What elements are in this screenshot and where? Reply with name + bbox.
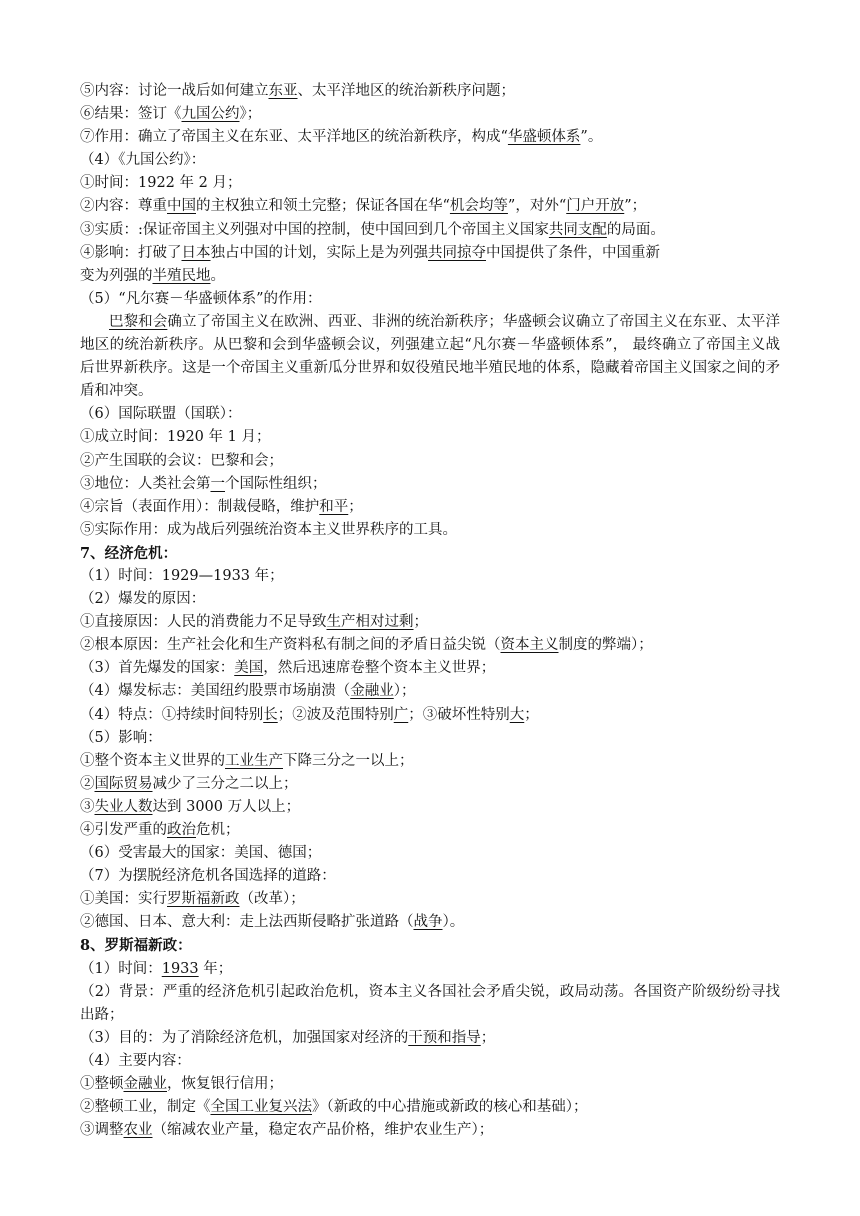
text-segment: ；: [413, 614, 428, 631]
text-segment: （7）为摆脱经济危机各国选择的道路：: [80, 868, 336, 885]
paragraph: [80, 981, 780, 1027]
text-line: [80, 888, 780, 911]
text-line: [80, 750, 780, 773]
text-line: [80, 195, 780, 218]
underlined-term: 半殖民地: [152, 267, 211, 284]
text-line: [80, 704, 780, 727]
text-segment: ”，对外“: [507, 198, 567, 215]
text-segment: ③调整: [80, 1122, 124, 1139]
text-line: [80, 149, 780, 172]
text-line: [80, 1096, 780, 1119]
underlined-term: 广: [393, 706, 409, 723]
text-line: [80, 126, 780, 149]
underlined-term: 战争: [413, 914, 443, 931]
text-line: [80, 1119, 780, 1142]
text-segment: ②整顿工业，制定《: [80, 1099, 211, 1116]
text-line: [80, 911, 780, 934]
underlined-term: 一: [210, 475, 225, 492]
underlined-term: 资本主义: [500, 637, 559, 654]
underlined-term: 东亚: [268, 83, 298, 99]
text-line: [80, 588, 780, 611]
text-segment: 独占中国的计划，实际上是为列强: [210, 244, 428, 261]
text-segment: ①整个资本主义世界的: [80, 752, 225, 769]
text-line: [80, 403, 780, 426]
text-segment: ②德国、日本、意大利：走上法西斯侵略扩张道路（: [80, 914, 414, 931]
text-segment: （缩减农业产量，稳定农产品价格，维护农业生产）；: [152, 1122, 494, 1139]
text-segment: 8、罗斯福新政：: [80, 937, 192, 955]
text-segment: 的主权独立和领土完整；保证各国在华“: [196, 198, 450, 215]
text-segment: ；: [348, 498, 363, 515]
text-segment: （6）国际联盟（国联）：: [80, 406, 242, 423]
text-line: [80, 657, 780, 680]
text-line: [80, 426, 780, 449]
text-line: [80, 450, 780, 473]
text-segment: （4）爆发标志：美国纽约股票市场崩溃（: [80, 683, 351, 700]
text-segment: ⑦作用：确立了帝国主义在东亚、太平洋地区的统治新秩序，构成“: [80, 129, 508, 146]
underlined-term: 失业人数: [94, 798, 153, 815]
text-segment: ”；: [624, 198, 647, 215]
text-segment: 的局面。: [606, 221, 665, 238]
underlined-term: 工业生产: [225, 752, 283, 769]
text-line: [80, 727, 780, 750]
underlined-term: 干预和指导: [408, 1029, 481, 1046]
text-segment: （2）背景：严重的经济危机引起政治危机，资本主义各国社会矛盾尖锐，政局动荡。各国资产阶级纷纷寻找出路；: [80, 983, 780, 1023]
underlined-term: 九国公约: [181, 106, 240, 123]
section-heading: [80, 542, 780, 565]
underlined-term: 共同支配: [548, 221, 607, 238]
text-segment: 中国提供了条件，中国重新: [486, 244, 660, 261]
underlined-term: 农业: [123, 1122, 153, 1139]
text-segment: （1）时间：: [80, 960, 162, 977]
text-segment: 危机；: [196, 822, 240, 838]
text-segment: ③地位：人类社会第: [80, 475, 211, 492]
text-segment: ）；: [393, 683, 416, 700]
underlined-term: 罗斯福新政: [167, 891, 240, 908]
text-segment: ）。: [442, 914, 465, 931]
text-line: [80, 565, 780, 588]
text-segment: （5）影响：: [80, 729, 162, 746]
underlined-term: 长: [263, 706, 278, 723]
text-segment: ⑤实际作用：成为战后列强统治资本主义世界秩序的工具。: [80, 521, 457, 538]
text-segment: ，然后迅速席卷整个资本主义世界；: [263, 660, 496, 677]
text-segment: ；③破坏性特别: [408, 706, 510, 723]
text-segment: 7、经济危机：: [80, 544, 178, 562]
underlined-term: 1933: [161, 960, 199, 977]
text-segment: 》（新政的中心措施或新政的核心和基础）；: [312, 1099, 588, 1116]
text-segment: 。: [210, 267, 225, 284]
text-segment: ④引发严重的: [80, 822, 167, 838]
text-segment: ⑤内容：讨论一战后如何建立: [80, 83, 269, 99]
underlined-term: 政治: [167, 822, 196, 838]
text-segment: 减少了三分之二以上；: [152, 775, 298, 792]
text-segment: ①成立时间：1920 年 1 月；: [80, 429, 271, 446]
text-segment: ①整顿: [80, 1076, 124, 1093]
text-segment: （改革）；: [239, 891, 305, 908]
text-segment: ②根本原因：生产社会化和生产资料私有制之间的矛盾日益尖锐（: [80, 637, 501, 654]
text-segment: （4）主要内容：: [80, 1052, 191, 1069]
text-segment: ①直接原因：人民的消费能力不足导致: [80, 614, 327, 631]
text-segment: 年；: [198, 960, 233, 977]
underlined-term: 巴黎和会: [109, 313, 168, 330]
text-line: [80, 1050, 780, 1073]
text-segment: 变为列强的: [80, 267, 153, 284]
underlined-term: 金融业: [123, 1076, 167, 1093]
text-segment: ①时间：1922 年 2 月；: [80, 175, 242, 192]
text-line: [80, 958, 780, 981]
text-line: [80, 1073, 780, 1096]
text-segment: 》；: [239, 106, 262, 123]
text-line: [80, 842, 780, 865]
text-segment: （6）受害最大的国家：美国、德国；: [80, 845, 322, 862]
text-segment: （3）首先爆发的国家：: [80, 660, 235, 677]
text-segment: ②产生国联的会议：巴黎和会；: [80, 452, 283, 469]
text-segment: ④影响：打破了: [80, 244, 182, 261]
text-segment: 达到 3000 万人以上；: [152, 798, 301, 815]
text-segment: 、太平洋地区的统治新秩序问题；: [297, 83, 515, 99]
text-segment: （4）特点：①持续时间特别: [80, 706, 264, 723]
text-line: [80, 819, 780, 842]
text-line: [80, 796, 780, 819]
text-line: [80, 865, 780, 888]
text-line: [80, 242, 780, 265]
underlined-term: 机会均等: [449, 198, 508, 215]
text-segment: ②: [80, 775, 95, 792]
text-segment: ④宗旨（表面作用）：制裁侵略，维护: [80, 498, 320, 515]
text-line: [80, 288, 780, 311]
text-line: [80, 680, 780, 703]
underlined-term: 门户开放: [566, 198, 625, 215]
text-segment: ，恢复银行信用；: [167, 1076, 283, 1093]
underlined-term: 国际贸易: [94, 775, 153, 792]
document-body: [80, 80, 780, 1142]
paragraph: [80, 311, 780, 403]
text-line: [80, 496, 780, 519]
text-line: [80, 773, 780, 796]
text-segment: ；: [524, 706, 539, 723]
underlined-term: 全国工业复兴法: [210, 1099, 312, 1116]
text-line: [80, 611, 780, 634]
text-segment: ；②波及范围特别: [277, 706, 394, 723]
text-segment: 下降三分之一以上；: [283, 752, 414, 769]
underlined-term: 和平: [319, 498, 349, 515]
text-line: [80, 172, 780, 195]
underlined-term: 大: [509, 706, 525, 723]
text-segment: ③实质：:保证帝国主义列强对中国的控制，使中国回到几个帝国主义国家: [80, 221, 549, 238]
text-segment: （5）“凡尔赛－华盛顿体系”的作用：: [80, 290, 322, 307]
text-line: [80, 519, 780, 542]
text-segment: ；: [480, 1029, 496, 1046]
underlined-term: 金融业: [350, 683, 394, 700]
text-line: [80, 80, 780, 103]
underlined-term: 华盛顿体系: [507, 129, 581, 146]
text-line: [80, 103, 780, 126]
text-segment: ”。: [580, 129, 603, 146]
text-segment: 制度的弊端）；: [558, 637, 653, 654]
underlined-term: 日本: [181, 244, 211, 261]
underlined-term: 生产相对过剩: [326, 614, 414, 631]
text-segment: 确立了帝国主义在欧洲、西亚、非洲的统治新秩序；华盛顿会议确立了帝国主义在东亚、太平洋地区的统治新秩序。从巴黎和会到华盛顿会议，列强建立起“凡尔赛－华盛顿体系”， 最终确立了帝国主义战后世界新秩序。这是一个帝国主义重新瓜分世界和奴役殖民地半殖民地的体系，隐藏着帝国主义国家之间的矛盾和冲突。: [80, 313, 780, 400]
underlined-term: 共同掠夺: [428, 244, 486, 261]
text-segment: （1）时间：1929—1933 年；: [80, 567, 284, 584]
text-line: [80, 473, 780, 496]
text-segment: ⑥结果：签订《: [80, 106, 182, 123]
text-segment: 个国际性组织；: [225, 475, 327, 492]
text-line: [80, 1027, 780, 1050]
text-line: [80, 265, 780, 288]
text-segment: （4）《九国公约》：: [80, 152, 206, 169]
text-segment: ③: [80, 798, 95, 815]
text-line: [80, 219, 780, 242]
text-segment: （2）爆发的原因：: [80, 591, 206, 608]
underlined-term: 美国: [234, 660, 264, 677]
text-segment: ②内容：尊重: [80, 198, 167, 215]
text-segment: （3）目的：为了消除经济危机，加强国家对经济的: [80, 1029, 409, 1046]
underlined-term: 中国: [167, 198, 196, 215]
text-segment: ①美国：实行: [80, 891, 167, 908]
section-heading: [80, 934, 780, 957]
text-line: [80, 634, 780, 657]
